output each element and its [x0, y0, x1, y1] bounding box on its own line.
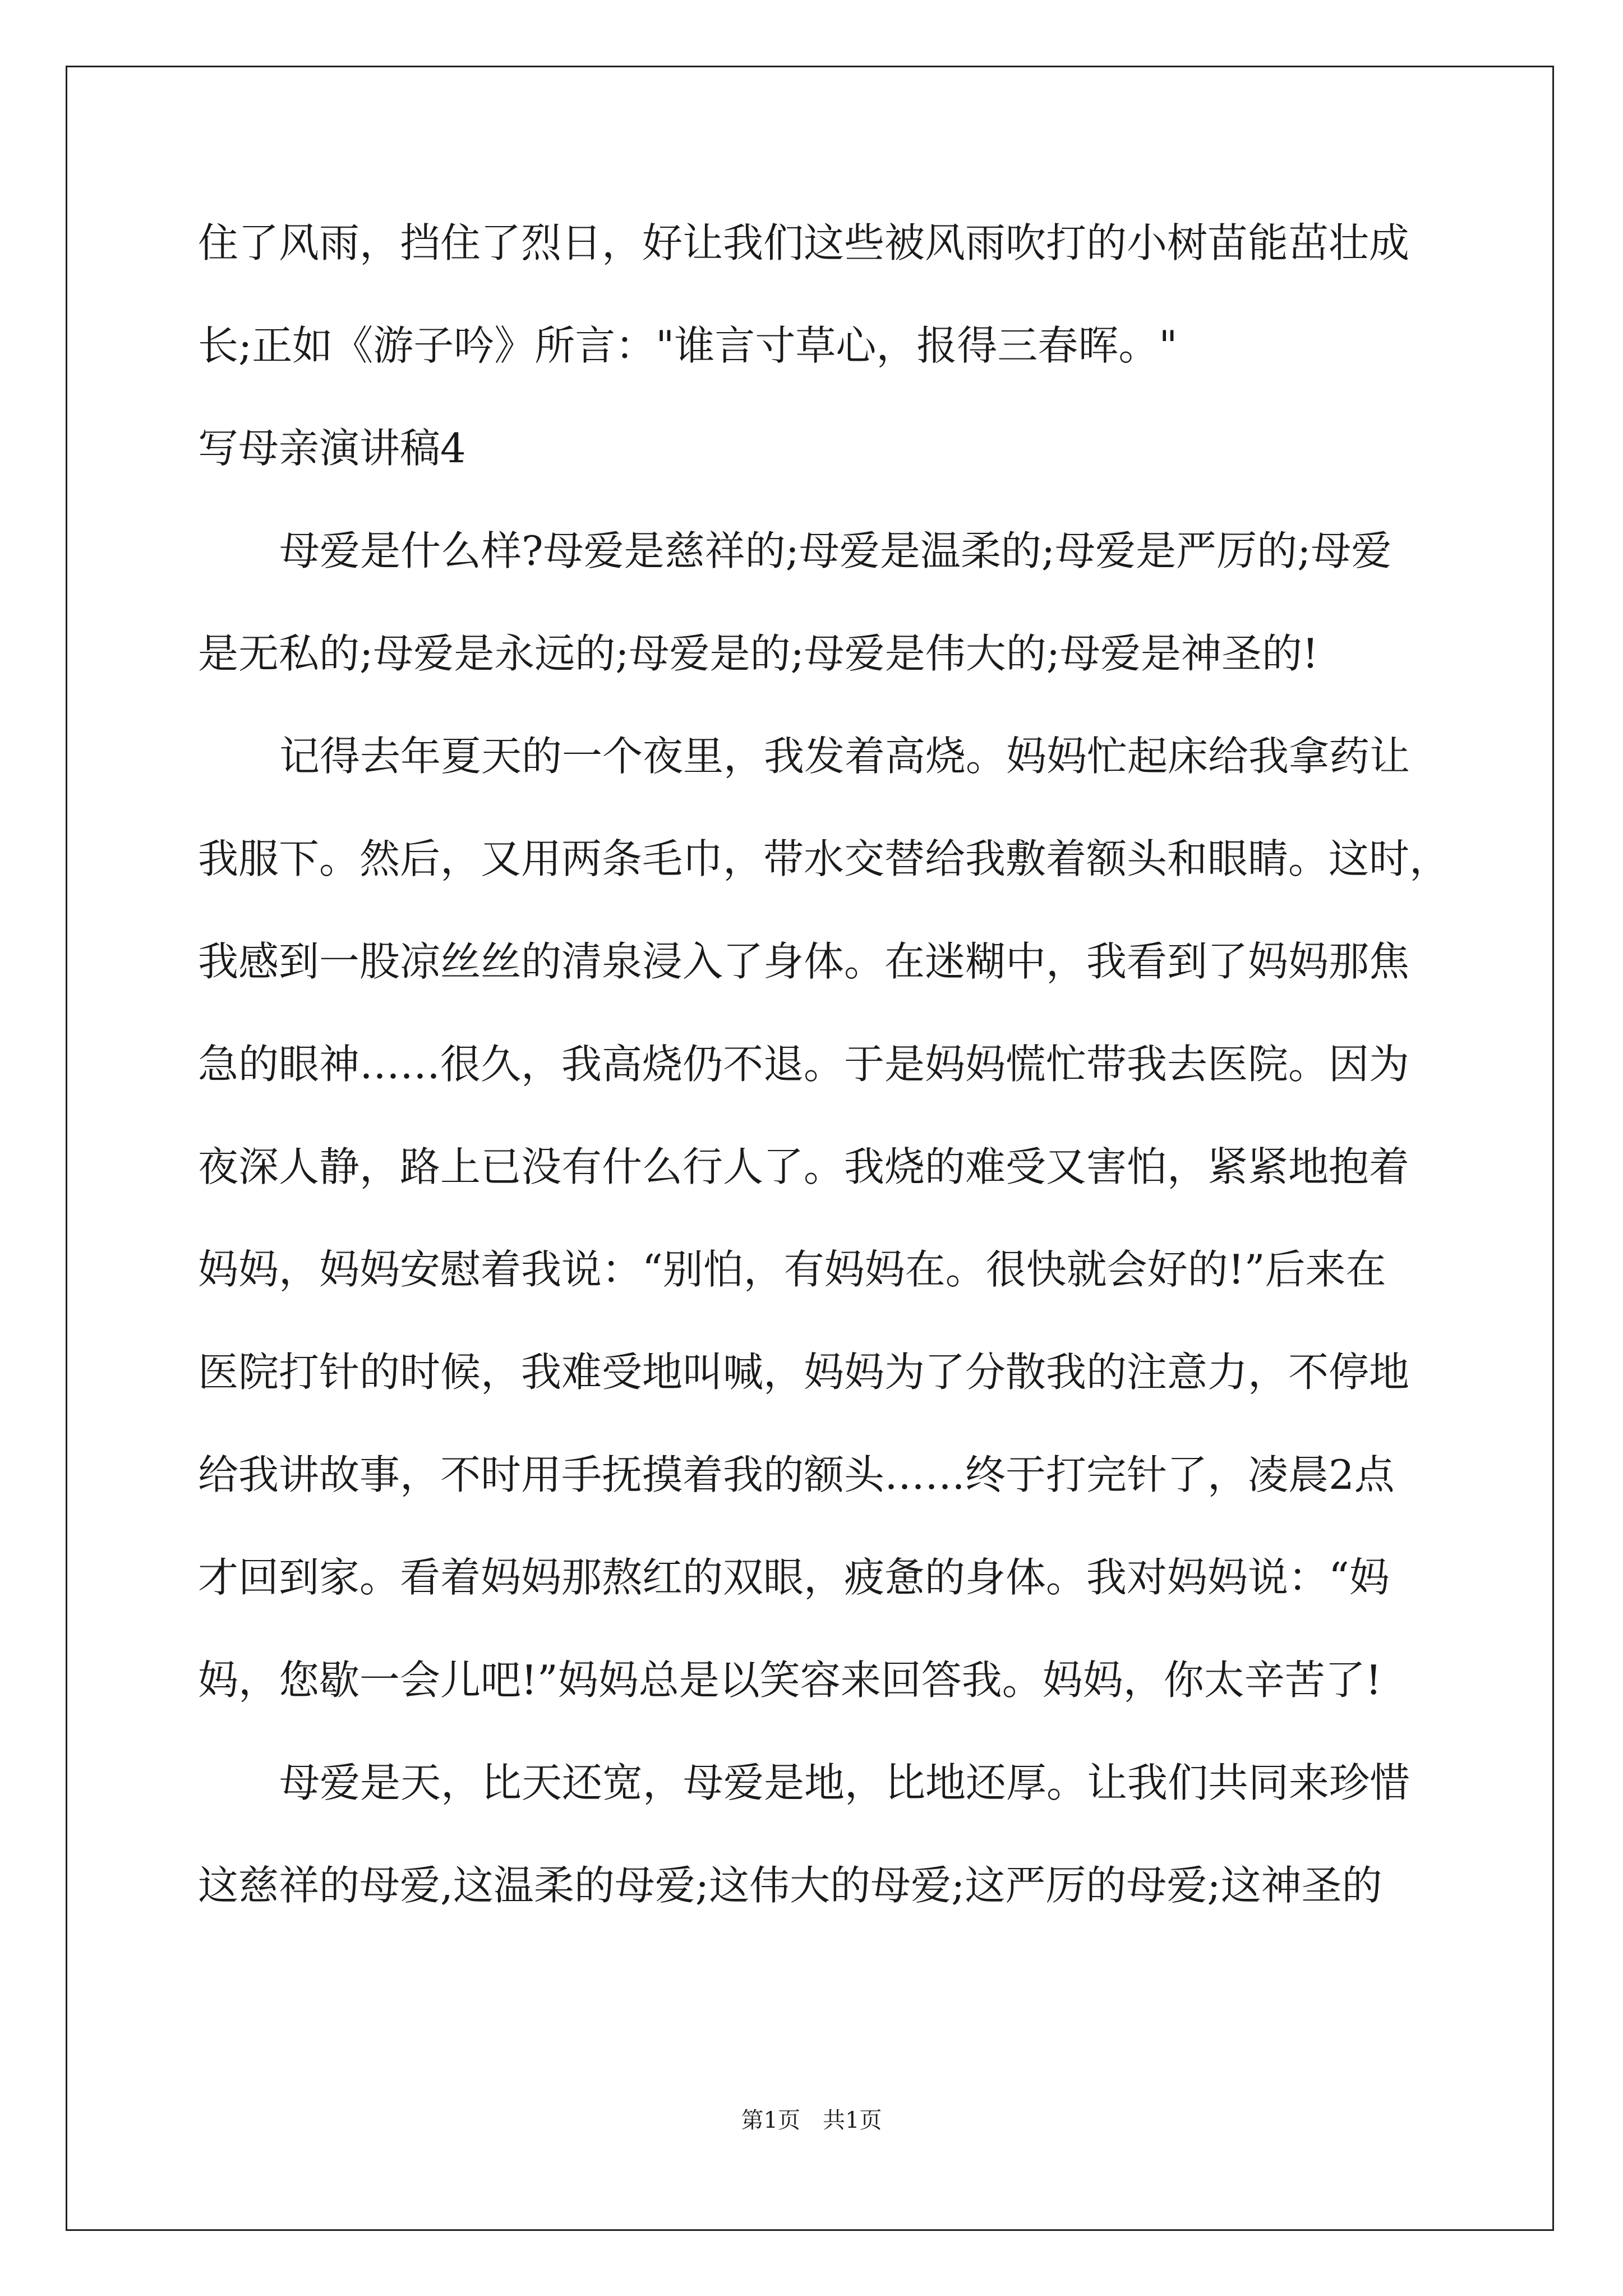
text-line: 我感到一股凉丝丝的清泉浸入了身体。在迷糊中，我看到了妈妈那焦	[198, 938, 1410, 985]
text-line: 给我讲故事，不时用手抚摸着我的额头……终于打完针了，凌晨2点	[198, 1451, 1395, 1498]
text-line: 长;正如《游子吟》所言："谁言寸草心，报得三春晖。"	[198, 322, 1178, 369]
text-line: 夜深人静，路上已没有什么行人了。我烧的难受又害怕，紧紧地抱着	[198, 1143, 1410, 1190]
text-line: 妈妈，妈妈安慰着我说：“别怕，有妈妈在。很快就会好的!”后来在	[198, 1246, 1386, 1293]
text-line: 急的眼神……很久，我高烧仍不退。于是妈妈慌忙带我去医院。因为	[198, 1041, 1410, 1088]
text-line: 医院打针的时候，我难受地叫喊，妈妈为了分散我的注意力，不停地	[198, 1349, 1410, 1396]
text-line: 妈，您歇一会儿吧!”妈妈总是以笑容来回答我。妈妈，你太辛苦了!	[198, 1657, 1382, 1704]
page-footer: 第1页 共1页	[741, 2108, 882, 2133]
text-line: 才回到家。看着妈妈那熬红的双眼，疲惫的身体。我对妈妈说：“妈	[198, 1554, 1390, 1601]
text-line: 住了风雨，挡住了烈日，好让我们这些被风雨吹打的小树苗能茁壮成	[198, 219, 1410, 266]
paragraph-start-line: 母爱是什么样?母爱是慈祥的;母爱是温柔的;母爱是严厉的;母爱	[279, 527, 1392, 574]
paragraph-start-line: 母爱是天，比天还宽，母爱是地，比地还厚。让我们共同来珍惜	[279, 1759, 1410, 1806]
text-line: 这慈祥的母爱,这温柔的母爱;这伟大的母爱;这严厉的母爱;这神圣的	[198, 1862, 1382, 1909]
text-line: 是无私的;母爱是永远的;母爱是的;母爱是伟大的;母爱是神圣的!	[198, 630, 1318, 677]
text-line: 我服下。然后，又用两条毛巾，带水交替给我敷着额头和眼睛。这时，	[198, 835, 1450, 882]
section-title: 写母亲演讲稿4	[198, 425, 466, 472]
paragraph-start-line: 记得去年夏天的一个夜里，我发着高烧。妈妈忙起床给我拿药让	[279, 733, 1410, 780]
